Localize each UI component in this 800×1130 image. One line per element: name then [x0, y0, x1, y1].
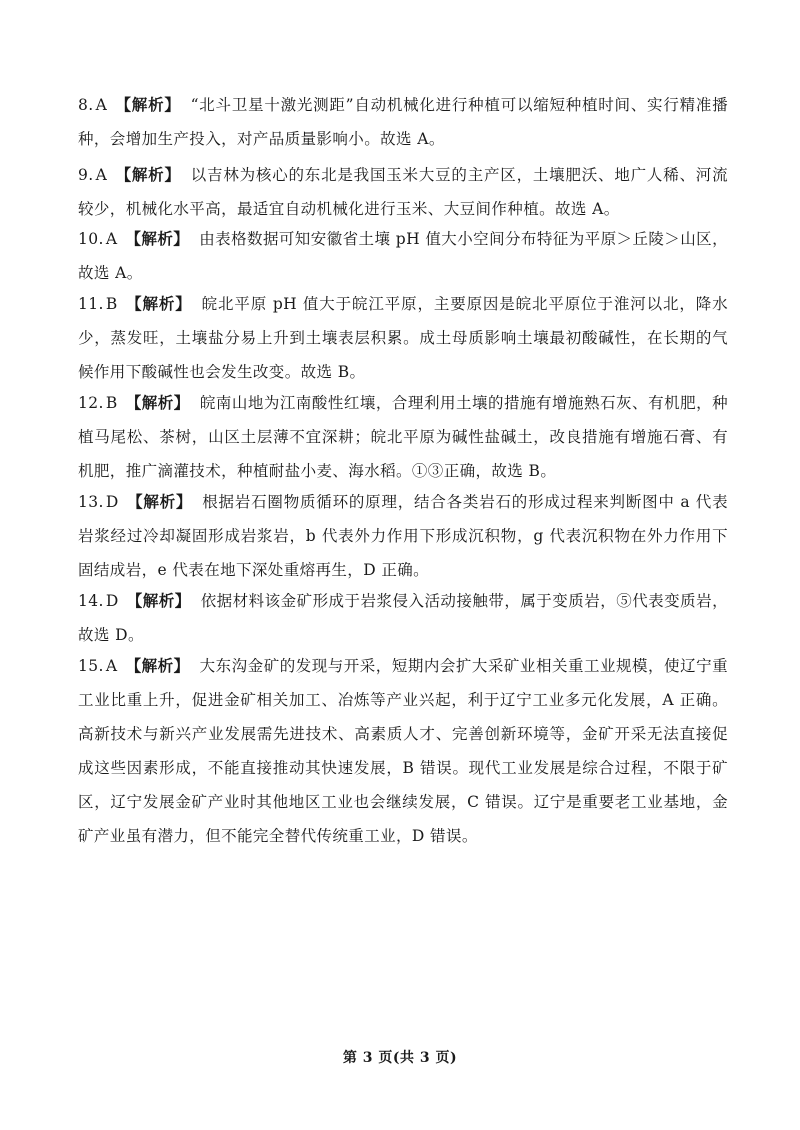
- answer-letter: A: [105, 230, 118, 248]
- answer-letter: D: [105, 592, 119, 610]
- answer-item-12: [78, 386, 728, 488]
- question-number: 14.: [78, 592, 104, 610]
- answer-letter: B: [105, 394, 118, 412]
- answer-letter: B: [105, 295, 118, 313]
- answer-item-11: [78, 287, 728, 389]
- answer-item-14: [78, 584, 728, 652]
- analysis-tag: 【解析】: [126, 591, 191, 610]
- analysis-tag: 【解析】: [125, 229, 190, 248]
- analysis-tag: 【解析】: [125, 393, 190, 412]
- analysis-tag: 【解析】: [126, 492, 193, 511]
- answer-item-10: [78, 222, 728, 290]
- question-number: 9.: [78, 166, 94, 184]
- analysis-tag: 【解析】: [125, 294, 192, 313]
- analysis-tag: 【解析】: [125, 656, 190, 675]
- answer-item-15: [78, 649, 728, 853]
- answer-letter: A: [95, 166, 108, 184]
- answer-letter: D: [105, 493, 119, 511]
- question-number: 13.: [78, 493, 104, 511]
- page-number-footer: 第 3 页(共 3 页): [342, 1050, 458, 1066]
- analysis-tag: 【解析】: [115, 165, 181, 184]
- analysis-text: 由表格数据可知安徽省土壤 pH 值大小空间分布特征为平原＞丘陵＞山区，故选 A。: [78, 230, 729, 282]
- analysis-text: 皖南山地为江南酸性红壤，合理利用土壤的措施有增施熟石灰、有机肥，种植马尾松、茶树，山区土层薄不宜深耕；皖北平原为碱性盐碱土，改良措施有增施石膏、有机肥，推广滴灌技术，种植耐盐小麦、海水稻。①③正确，故选 B。: [78, 394, 729, 480]
- question-number: 15.: [78, 657, 104, 675]
- answer-letter: A: [95, 96, 108, 114]
- question-number: 8.: [78, 96, 94, 114]
- analysis-tag: 【解析】: [115, 95, 181, 114]
- question-number: 12.: [78, 394, 104, 412]
- answer-item-8: [78, 88, 728, 156]
- answer-item-9: [78, 158, 728, 226]
- analysis-text: 根据岩石圈物质循环的原理，结合各类岩石的形成过程来判断图中 a 代表岩浆经过冷却凝固形成岩浆岩，b 代表外力作用下形成沉积物，g 代表沉积物在外力作用下固结成岩，e 代表在地下深处重熔再生，D 正确。: [78, 493, 728, 579]
- question-number: 10.: [78, 230, 104, 248]
- analysis-text: 以吉林为核心的东北是我国玉米大豆的主产区，土壤肥沃、地广人稀、河流较少，机械化水平高，最适宜自动机械化进行玉米、大豆间作种植。故选 A。: [78, 166, 728, 218]
- analysis-text: 依据材料该金矿形成于岩浆侵入活动接触带，属于变质岩，⑤代表变质岩，故选 D。: [78, 592, 729, 644]
- analysis-text: “北斗卫星十激光测距”自动机械化进行种植可以缩短种植时间、实行精准播种，会增加生产投入，对产品质量影响小。故选 A。: [78, 96, 729, 148]
- analysis-text: 皖北平原 pH 值大于皖江平原，主要原因是皖北平原位于淮河以北，降水少，蒸发旺，土壤盐分易上升到土壤表层积累。成土母质影响土壤最初酸碱性，在长期的气候作用下酸碱性也会发生改变。故选 B。: [78, 295, 728, 381]
- answer-item-13: [78, 485, 728, 587]
- question-number: 11.: [78, 295, 104, 313]
- answer-letter: A: [105, 657, 118, 675]
- analysis-text: 大东沟金矿的发现与开采，短期内会扩大采矿业相关重工业规模，使辽宁重工业比重上升，促进金矿相关加工、冶炼等产业兴起，利于辽宁工业多元化发展，A 正确。高新技术与新兴产业发展需先进技术、高素质人才、完善创新环境等，金矿开采无法直接促成这些因素形成，不能直接推动其快速发展，B 错误。现代工业发展是综合过程，不限于矿区，辽宁发展金矿产业时其他地区工业也会继续发展，C 错误。辽宁是重要老工业基地，金矿产业虽有潜力，但不能完全替代传统重工业，D 错误。: [78, 657, 729, 845]
